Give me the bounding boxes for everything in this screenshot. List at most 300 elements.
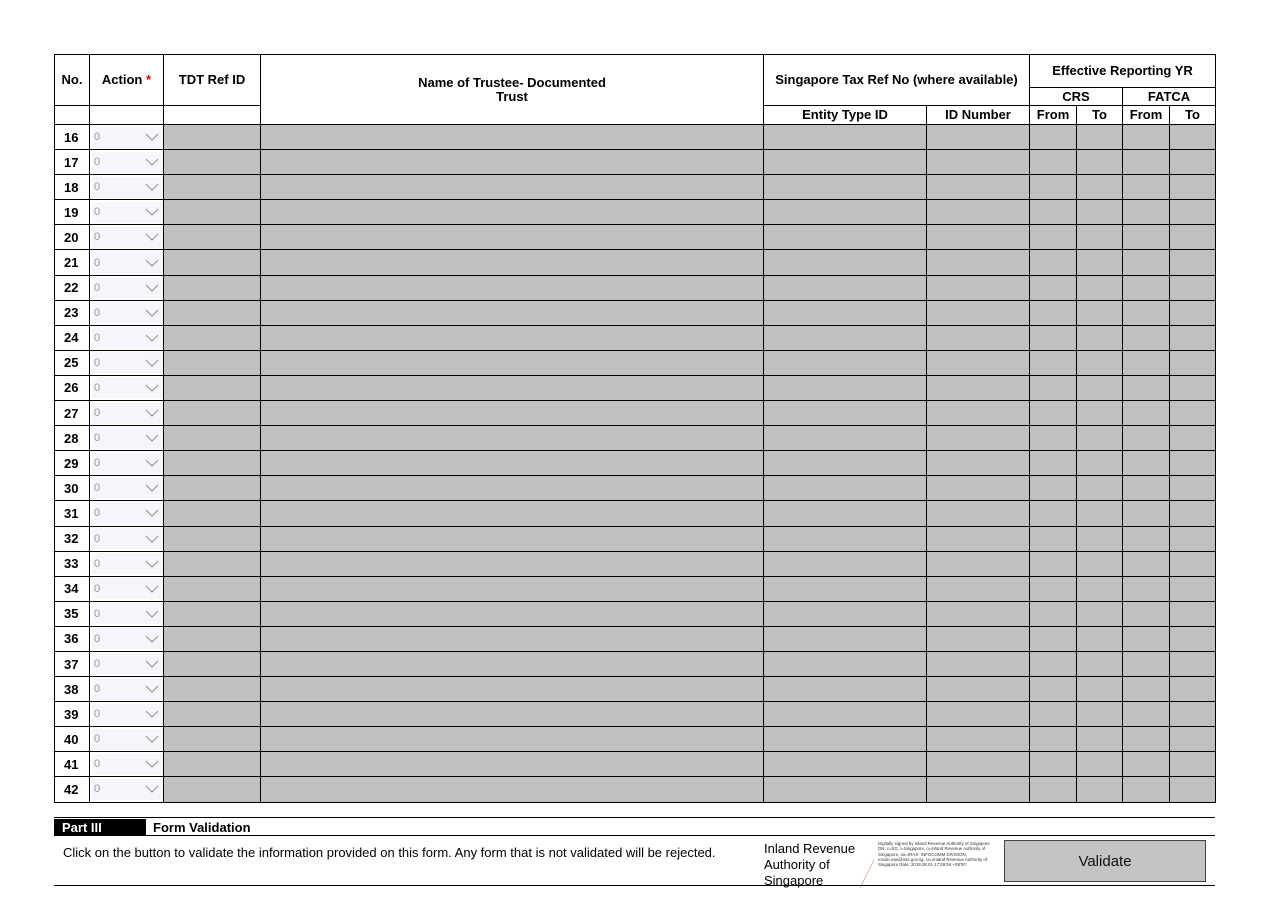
action-dropdown-cell	[90, 601, 164, 626]
fatca-from-input[interactable]	[1123, 375, 1170, 400]
id-number-input[interactable]	[927, 275, 1030, 300]
action-dropdown-cell	[90, 300, 164, 325]
table-row	[55, 526, 1216, 551]
digital-signature-text: Digitally signed by Inland Revenue Authority of Singapore DN: c=SG, l=Singapore, o=Inland Revenue Authority of Singapore, ou=IRAS- INFOCOMM DIVISION, email=iras@iras.gov.sg, cn=Inland Revenue Authority of Singapore Date: 2018.08.01 17:59:54 +08'00'	[878, 841, 990, 868]
crs-to-input[interactable]	[1077, 275, 1123, 300]
header-no: No.	[55, 55, 90, 106]
fatca-to-input[interactable]	[1170, 651, 1216, 676]
crs-to-input[interactable]	[1077, 200, 1123, 225]
action-dropdown-cell	[90, 651, 164, 676]
entity-type-id-input[interactable]	[764, 702, 927, 727]
tdt-ref-id-input[interactable]	[164, 200, 261, 225]
entity-type-id-input[interactable]	[764, 752, 927, 777]
fatca-from-input[interactable]	[1123, 677, 1170, 702]
validation-instruction: Click on the button to validate the information provided on this form. Any form that is not validated will be rejected.	[63, 845, 716, 860]
fatca-to-input[interactable]	[1170, 576, 1216, 601]
id-number-input[interactable]	[927, 727, 1030, 752]
table-row	[55, 651, 1216, 676]
action-dropdown[interactable]	[92, 779, 163, 800]
action-dropdown[interactable]	[92, 152, 163, 173]
crs-to-input[interactable]	[1077, 777, 1123, 802]
crs-from-input[interactable]	[1030, 476, 1077, 501]
row-number: 31	[55, 501, 90, 526]
trustee-name-input[interactable]	[261, 175, 764, 200]
id-number-input[interactable]	[927, 501, 1030, 526]
row-number: 24	[55, 325, 90, 350]
crs-from-input[interactable]	[1030, 777, 1077, 802]
crs-to-input[interactable]	[1077, 401, 1123, 426]
action-dropdown[interactable]	[92, 679, 163, 700]
crs-from-input[interactable]	[1030, 651, 1077, 676]
tdt-ref-id-input[interactable]	[164, 375, 261, 400]
tdt-ref-id-input[interactable]	[164, 175, 261, 200]
row-number: 21	[55, 250, 90, 275]
chevron-down-icon	[145, 560, 159, 568]
crs-from-input[interactable]	[1030, 626, 1077, 651]
table-row	[55, 125, 1216, 150]
id-number-input[interactable]	[927, 300, 1030, 325]
fatca-to-input[interactable]	[1170, 275, 1216, 300]
id-number-input[interactable]	[927, 476, 1030, 501]
chevron-down-icon	[145, 434, 159, 442]
entity-type-id-input[interactable]	[764, 175, 927, 200]
entity-type-id-input[interactable]	[764, 225, 927, 250]
trustee-name-input[interactable]	[261, 200, 764, 225]
chevron-down-icon	[145, 610, 159, 618]
action-dropdown[interactable]	[92, 478, 163, 499]
entity-type-id-input[interactable]	[764, 325, 927, 350]
crs-from-input[interactable]	[1030, 200, 1077, 225]
crs-from-input[interactable]	[1030, 300, 1077, 325]
action-dropdown[interactable]	[92, 403, 163, 424]
trustee-name-input[interactable]	[261, 300, 764, 325]
id-number-input[interactable]	[927, 125, 1030, 150]
trustee-name-input[interactable]	[261, 451, 764, 476]
crs-to-input[interactable]	[1077, 752, 1123, 777]
header-fatca: FATCA	[1123, 88, 1216, 106]
action-dropdown[interactable]	[92, 628, 163, 649]
tdt-ref-id-input[interactable]	[164, 601, 261, 626]
trustee-name-input[interactable]	[261, 225, 764, 250]
header-sg-tax-ref: Singapore Tax Ref No (where available)	[764, 55, 1030, 106]
crs-to-input[interactable]	[1077, 501, 1123, 526]
entity-type-id-input[interactable]	[764, 200, 927, 225]
crs-from-input[interactable]	[1030, 702, 1077, 727]
header-fatca-to: To	[1170, 106, 1216, 125]
trustee-name-input[interactable]	[261, 275, 764, 300]
entity-type-id-input[interactable]	[764, 300, 927, 325]
crs-from-input[interactable]	[1030, 350, 1077, 375]
action-dropdown-value: 0	[94, 331, 101, 344]
action-dropdown-cell	[90, 526, 164, 551]
fatca-to-input[interactable]	[1170, 350, 1216, 375]
fatca-from-input[interactable]	[1123, 777, 1170, 802]
tdt-ref-id-input[interactable]	[164, 727, 261, 752]
action-dropdown[interactable]	[92, 704, 163, 725]
tdt-ref-id-input[interactable]	[164, 551, 261, 576]
id-number-input[interactable]	[927, 250, 1030, 275]
crs-to-input[interactable]	[1077, 125, 1123, 150]
tdt-ref-id-input[interactable]	[164, 476, 261, 501]
id-number-input[interactable]	[927, 777, 1030, 802]
action-dropdown[interactable]	[92, 428, 163, 449]
tdt-ref-id-input[interactable]	[164, 576, 261, 601]
entity-type-id-input[interactable]	[764, 777, 927, 802]
row-number: 23	[55, 300, 90, 325]
trustee-name-input[interactable]	[261, 526, 764, 551]
id-number-input[interactable]	[927, 150, 1030, 175]
action-dropdown[interactable]	[92, 729, 163, 750]
entity-type-id-input[interactable]	[764, 250, 927, 275]
id-number-input[interactable]	[927, 651, 1030, 676]
trustee-name-input[interactable]	[261, 677, 764, 702]
fatca-from-input[interactable]	[1123, 350, 1170, 375]
id-number-input[interactable]	[927, 451, 1030, 476]
action-dropdown-cell	[90, 626, 164, 651]
action-dropdown[interactable]	[92, 177, 163, 198]
validate-button[interactable]: Validate	[1004, 840, 1206, 882]
crs-from-input[interactable]	[1030, 275, 1077, 300]
tdt-ref-id-input[interactable]	[164, 702, 261, 727]
trustee-name-input[interactable]	[261, 752, 764, 777]
crs-to-input[interactable]	[1077, 526, 1123, 551]
crs-to-input[interactable]	[1077, 350, 1123, 375]
fatca-to-input[interactable]	[1170, 476, 1216, 501]
id-number-input[interactable]	[927, 426, 1030, 451]
crs-from-input[interactable]	[1030, 451, 1077, 476]
id-number-input[interactable]	[927, 752, 1030, 777]
action-dropdown[interactable]	[92, 127, 163, 148]
fatca-from-input[interactable]	[1123, 501, 1170, 526]
fatca-from-input[interactable]	[1123, 125, 1170, 150]
entity-type-id-input[interactable]	[764, 526, 927, 551]
crs-to-input[interactable]	[1077, 551, 1123, 576]
fatca-from-input[interactable]	[1123, 426, 1170, 451]
fatca-to-input[interactable]	[1170, 601, 1216, 626]
fatca-to-input[interactable]	[1170, 501, 1216, 526]
entity-type-id-input[interactable]	[764, 401, 927, 426]
id-number-input[interactable]	[927, 601, 1030, 626]
fatca-from-input[interactable]	[1123, 325, 1170, 350]
tdt-ref-id-input[interactable]	[164, 426, 261, 451]
chevron-down-icon	[145, 183, 159, 191]
trustee-name-input[interactable]	[261, 426, 764, 451]
action-dropdown[interactable]	[92, 202, 163, 223]
chevron-down-icon	[145, 585, 159, 593]
crs-to-input[interactable]	[1077, 651, 1123, 676]
fatca-from-input[interactable]	[1123, 150, 1170, 175]
crs-to-input[interactable]	[1077, 677, 1123, 702]
trustee-name-input[interactable]	[261, 626, 764, 651]
entity-type-id-input[interactable]	[764, 727, 927, 752]
action-dropdown-cell	[90, 175, 164, 200]
crs-from-input[interactable]	[1030, 401, 1077, 426]
action-dropdown[interactable]	[92, 754, 163, 775]
trustee-name-input[interactable]	[261, 651, 764, 676]
id-number-input[interactable]	[927, 526, 1030, 551]
tdt-ref-id-input[interactable]	[164, 501, 261, 526]
table-row	[55, 702, 1216, 727]
fatca-from-input[interactable]	[1123, 300, 1170, 325]
crs-to-input[interactable]	[1077, 375, 1123, 400]
action-dropdown-cell	[90, 426, 164, 451]
row-number: 33	[55, 551, 90, 576]
tdt-ref-id-input[interactable]	[164, 401, 261, 426]
entity-type-id-input[interactable]	[764, 150, 927, 175]
action-dropdown[interactable]	[92, 654, 163, 675]
fatca-to-input[interactable]	[1170, 777, 1216, 802]
entity-type-id-input[interactable]	[764, 125, 927, 150]
trustee-name-input[interactable]	[261, 476, 764, 501]
crs-to-input[interactable]	[1077, 451, 1123, 476]
chevron-down-icon	[145, 158, 159, 166]
fatca-from-input[interactable]	[1123, 225, 1170, 250]
chevron-down-icon	[145, 384, 159, 392]
tdt-ref-id-input[interactable]	[164, 777, 261, 802]
table-row	[55, 175, 1216, 200]
action-dropdown[interactable]	[92, 453, 163, 474]
crs-to-input[interactable]	[1077, 576, 1123, 601]
tdt-ref-id-input[interactable]	[164, 275, 261, 300]
id-number-input[interactable]	[927, 576, 1030, 601]
crs-to-input[interactable]	[1077, 300, 1123, 325]
tdt-ref-id-input[interactable]	[164, 300, 261, 325]
fatca-from-input[interactable]	[1123, 551, 1170, 576]
fatca-from-input[interactable]	[1123, 250, 1170, 275]
action-dropdown-cell	[90, 727, 164, 752]
row-number: 40	[55, 727, 90, 752]
id-number-input[interactable]	[927, 375, 1030, 400]
fatca-from-input[interactable]	[1123, 601, 1170, 626]
fatca-from-input[interactable]	[1123, 702, 1170, 727]
id-number-input[interactable]	[927, 702, 1030, 727]
entity-type-id-input[interactable]	[764, 601, 927, 626]
fatca-from-input[interactable]	[1123, 275, 1170, 300]
fatca-from-input[interactable]	[1123, 752, 1170, 777]
fatca-from-input[interactable]	[1123, 576, 1170, 601]
tdt-ref-id-input[interactable]	[164, 651, 261, 676]
trustee-name-input[interactable]	[261, 150, 764, 175]
crs-from-input[interactable]	[1030, 125, 1077, 150]
entity-type-id-input[interactable]	[764, 626, 927, 651]
action-dropdown-cell	[90, 125, 164, 150]
crs-from-input[interactable]	[1030, 250, 1077, 275]
chevron-down-icon	[145, 133, 159, 141]
row-number: 30	[55, 476, 90, 501]
fatca-to-input[interactable]	[1170, 526, 1216, 551]
fatca-to-input[interactable]	[1170, 325, 1216, 350]
fatca-from-input[interactable]	[1123, 526, 1170, 551]
action-dropdown[interactable]	[92, 352, 163, 373]
table-row	[55, 752, 1216, 777]
trustee-name-input[interactable]	[261, 777, 764, 802]
fatca-to-input[interactable]	[1170, 300, 1216, 325]
row-number: 20	[55, 225, 90, 250]
entity-type-id-input[interactable]	[764, 501, 927, 526]
fatca-to-input[interactable]	[1170, 677, 1216, 702]
id-number-input[interactable]	[927, 325, 1030, 350]
fatca-to-input[interactable]	[1170, 375, 1216, 400]
action-dropdown[interactable]	[92, 302, 163, 323]
crs-from-input[interactable]	[1030, 375, 1077, 400]
entity-type-id-input[interactable]	[764, 451, 927, 476]
fatca-from-input[interactable]	[1123, 451, 1170, 476]
crs-to-input[interactable]	[1077, 250, 1123, 275]
crs-to-input[interactable]	[1077, 727, 1123, 752]
crs-from-input[interactable]	[1030, 677, 1077, 702]
fatca-to-input[interactable]	[1170, 175, 1216, 200]
action-dropdown[interactable]	[92, 327, 163, 348]
chevron-down-icon	[145, 660, 159, 668]
row-number: 17	[55, 150, 90, 175]
fatca-from-input[interactable]	[1123, 200, 1170, 225]
action-dropdown[interactable]	[92, 277, 163, 298]
fatca-from-input[interactable]	[1123, 476, 1170, 501]
trustee-name-input[interactable]	[261, 250, 764, 275]
action-dropdown[interactable]	[92, 578, 163, 599]
crs-from-input[interactable]	[1030, 576, 1077, 601]
crs-from-input[interactable]	[1030, 150, 1077, 175]
trustee-name-input[interactable]	[261, 601, 764, 626]
action-dropdown[interactable]	[92, 377, 163, 398]
tdt-ref-id-input[interactable]	[164, 677, 261, 702]
crs-from-input[interactable]	[1030, 752, 1077, 777]
crs-to-input[interactable]	[1077, 225, 1123, 250]
action-dropdown-value: 0	[94, 356, 101, 369]
table-row	[55, 250, 1216, 275]
fatca-to-input[interactable]	[1170, 451, 1216, 476]
fatca-to-input[interactable]	[1170, 225, 1216, 250]
action-dropdown-value: 0	[94, 783, 101, 796]
action-dropdown[interactable]	[92, 528, 163, 549]
tdt-ref-id-input[interactable]	[164, 250, 261, 275]
action-dropdown-value: 0	[94, 231, 101, 244]
table-row	[55, 576, 1216, 601]
id-number-input[interactable]	[927, 551, 1030, 576]
fatca-to-input[interactable]	[1170, 200, 1216, 225]
id-number-input[interactable]	[927, 350, 1030, 375]
fatca-from-input[interactable]	[1123, 401, 1170, 426]
crs-to-input[interactable]	[1077, 626, 1123, 651]
entity-type-id-input[interactable]	[764, 375, 927, 400]
fatca-to-input[interactable]	[1170, 401, 1216, 426]
trustee-name-input[interactable]	[261, 551, 764, 576]
tdt-ref-id-input[interactable]	[164, 350, 261, 375]
fatca-to-input[interactable]	[1170, 426, 1216, 451]
tdt-ref-id-input[interactable]	[164, 225, 261, 250]
fatca-to-input[interactable]	[1170, 250, 1216, 275]
fatca-to-input[interactable]	[1170, 125, 1216, 150]
entity-type-id-input[interactable]	[764, 275, 927, 300]
trustee-name-input[interactable]	[261, 702, 764, 727]
crs-to-input[interactable]	[1077, 601, 1123, 626]
tdt-ref-id-input[interactable]	[164, 325, 261, 350]
fatca-from-input[interactable]	[1123, 175, 1170, 200]
crs-to-input[interactable]	[1077, 175, 1123, 200]
crs-to-input[interactable]	[1077, 476, 1123, 501]
crs-from-input[interactable]	[1030, 225, 1077, 250]
fatca-to-input[interactable]	[1170, 551, 1216, 576]
action-dropdown[interactable]	[92, 553, 163, 574]
trustee-name-input[interactable]	[261, 501, 764, 526]
entity-type-id-input[interactable]	[764, 350, 927, 375]
entity-type-id-input[interactable]	[764, 651, 927, 676]
action-dropdown[interactable]	[92, 227, 163, 248]
entity-type-id-input[interactable]	[764, 576, 927, 601]
trustee-name-input[interactable]	[261, 576, 764, 601]
trustee-name-input[interactable]	[261, 325, 764, 350]
id-number-input[interactable]	[927, 677, 1030, 702]
crs-from-input[interactable]	[1030, 325, 1077, 350]
fatca-to-input[interactable]	[1170, 702, 1216, 727]
entity-type-id-input[interactable]	[764, 426, 927, 451]
action-dropdown-value: 0	[94, 632, 101, 645]
row-number: 26	[55, 375, 90, 400]
trustee-name-input[interactable]	[261, 375, 764, 400]
id-number-input[interactable]	[927, 225, 1030, 250]
fatca-from-input[interactable]	[1123, 727, 1170, 752]
action-dropdown-value: 0	[94, 733, 101, 746]
tdt-ref-id-input[interactable]	[164, 526, 261, 551]
action-dropdown-cell	[90, 325, 164, 350]
fatca-to-input[interactable]	[1170, 626, 1216, 651]
action-dropdown-value: 0	[94, 407, 101, 420]
chevron-down-icon	[145, 785, 159, 793]
trustee-name-input[interactable]	[261, 401, 764, 426]
fatca-to-input[interactable]	[1170, 150, 1216, 175]
action-dropdown[interactable]	[92, 252, 163, 273]
crs-to-input[interactable]	[1077, 150, 1123, 175]
row-number: 35	[55, 601, 90, 626]
table-row	[55, 375, 1216, 400]
id-number-input[interactable]	[927, 401, 1030, 426]
tdt-ref-id-input[interactable]	[164, 125, 261, 150]
fatca-to-input[interactable]	[1170, 752, 1216, 777]
id-number-input[interactable]	[927, 200, 1030, 225]
action-dropdown-value: 0	[94, 457, 101, 470]
action-dropdown-value: 0	[94, 206, 101, 219]
crs-to-input[interactable]	[1077, 702, 1123, 727]
crs-from-input[interactable]	[1030, 601, 1077, 626]
trustee-name-input[interactable]	[261, 350, 764, 375]
tdt-ref-id-input[interactable]	[164, 451, 261, 476]
fatca-to-input[interactable]	[1170, 727, 1216, 752]
crs-to-input[interactable]	[1077, 325, 1123, 350]
tdt-ref-id-input[interactable]	[164, 626, 261, 651]
crs-from-input[interactable]	[1030, 175, 1077, 200]
tdt-ref-id-input[interactable]	[164, 150, 261, 175]
fatca-from-input[interactable]	[1123, 626, 1170, 651]
entity-type-id-input[interactable]	[764, 677, 927, 702]
trustee-name-input[interactable]	[261, 125, 764, 150]
tdt-ref-id-input[interactable]	[164, 752, 261, 777]
id-number-input[interactable]	[927, 175, 1030, 200]
action-dropdown-cell	[90, 451, 164, 476]
crs-to-input[interactable]	[1077, 426, 1123, 451]
entity-type-id-input[interactable]	[764, 551, 927, 576]
crs-from-input[interactable]	[1030, 551, 1077, 576]
action-dropdown[interactable]	[92, 503, 163, 524]
entity-type-id-input[interactable]	[764, 476, 927, 501]
crs-from-input[interactable]	[1030, 501, 1077, 526]
fatca-from-input[interactable]	[1123, 651, 1170, 676]
crs-from-input[interactable]	[1030, 426, 1077, 451]
crs-from-input[interactable]	[1030, 526, 1077, 551]
action-dropdown[interactable]	[92, 603, 163, 624]
trustee-name-input[interactable]	[261, 727, 764, 752]
crs-from-input[interactable]	[1030, 727, 1077, 752]
id-number-input[interactable]	[927, 626, 1030, 651]
